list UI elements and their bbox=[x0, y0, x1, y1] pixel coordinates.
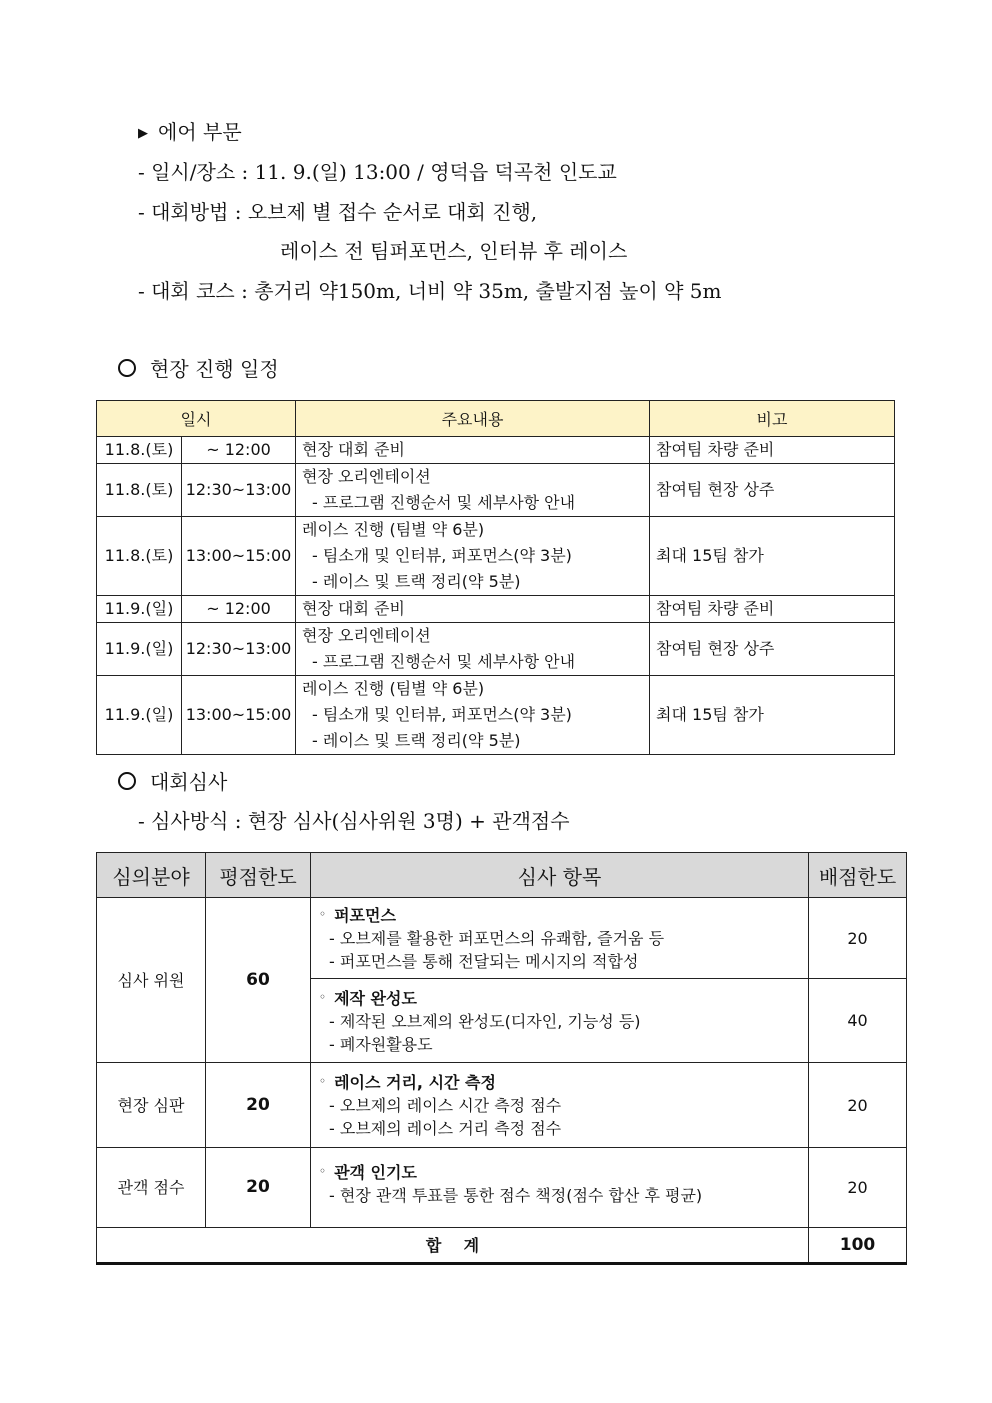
cell-time: ~ 12:00 bbox=[182, 596, 296, 623]
scoring-header-row bbox=[97, 853, 907, 898]
table-row bbox=[97, 1063, 907, 1148]
cell-points: 20 bbox=[809, 1063, 907, 1148]
col-header-field: 심의분야 bbox=[97, 853, 206, 898]
col-header-note: 비고 bbox=[650, 401, 895, 437]
cell-date: 11.9.(일) bbox=[97, 596, 182, 623]
col-header-datetime: 일시 bbox=[97, 401, 296, 437]
cell-time: 13:00~15:00 bbox=[182, 517, 296, 596]
schedule-header-row bbox=[97, 401, 895, 437]
cell-points: 20 bbox=[809, 1148, 907, 1228]
content-line: 현장 대회 준비 bbox=[302, 440, 405, 459]
cell-field: 관객 점수 bbox=[97, 1148, 206, 1228]
section-air-title bbox=[138, 120, 242, 146]
cell-points: 20 bbox=[809, 898, 907, 979]
table-row bbox=[97, 623, 895, 676]
cell-content bbox=[296, 623, 650, 676]
item-line: - 퍼포먼스를 통해 전달되는 메시지의 적합성 bbox=[329, 952, 639, 971]
schedule-heading-text: 현장 진행 일정 bbox=[150, 357, 279, 381]
triangle-bullet-icon: ▶ bbox=[138, 126, 148, 141]
cell-note: 최대 15팀 참가 bbox=[650, 517, 895, 596]
cell-items bbox=[311, 1063, 809, 1148]
col-header-points: 배점한도 bbox=[809, 853, 907, 898]
small-circle-bullet-icon: ◦ bbox=[319, 989, 327, 1004]
cell-date: 11.8.(토) bbox=[97, 517, 182, 596]
small-circle-bullet-icon: ◦ bbox=[319, 907, 327, 921]
item-title-text: 퍼포먼스 bbox=[334, 906, 396, 925]
cell-items bbox=[311, 1148, 809, 1228]
table-row bbox=[97, 676, 895, 755]
cell-note: 참여팀 현장 상주 bbox=[650, 623, 895, 676]
schedule-heading bbox=[118, 357, 279, 381]
table-row bbox=[97, 898, 907, 979]
item-title-text: 제작 완성도 bbox=[334, 988, 417, 1008]
cell-limit: 20 bbox=[206, 1063, 311, 1148]
content-subline: - 레이스 및 트랙 정리(약 5분) bbox=[312, 731, 521, 750]
table-row bbox=[97, 464, 895, 517]
item-title bbox=[319, 1070, 802, 1094]
content-line: 현장 대회 준비 bbox=[302, 599, 405, 618]
item-title bbox=[319, 1160, 802, 1184]
air-info-course: - 대회 코스 : 총거리 약150m, 너비 약 35m, 출발지점 높이 약 5m bbox=[138, 279, 722, 303]
cell-time: 12:30~13:00 bbox=[182, 623, 296, 676]
item-line: - 제작된 오브제의 완성도(디자인, 기능성 등) bbox=[329, 1011, 641, 1031]
cell-content bbox=[296, 437, 650, 464]
content-subline: - 프로그램 진행순서 및 세부사항 안내 bbox=[312, 652, 576, 671]
small-circle-bullet-icon: ◦ bbox=[319, 1074, 327, 1088]
cell-note: 최대 15팀 참가 bbox=[650, 676, 895, 755]
cell-limit: 20 bbox=[206, 1148, 311, 1228]
content-subline: - 팀소개 및 인터뷰, 퍼포먼스(약 3분) bbox=[312, 705, 572, 724]
cell-note: 참여팀 현장 상주 bbox=[650, 464, 895, 517]
cell-note: 참여팀 차량 준비 bbox=[650, 437, 895, 464]
cell-field: 심사 위원 bbox=[97, 898, 206, 1063]
table-row bbox=[97, 437, 895, 464]
cell-time: 13:00~15:00 bbox=[182, 676, 296, 755]
cell-date: 11.8.(토) bbox=[97, 464, 182, 517]
circle-bullet-icon bbox=[118, 772, 136, 790]
item-line: - 현장 관객 투표를 통한 점수 책정(점수 합산 후 평균) bbox=[329, 1186, 703, 1205]
col-header-content: 주요내용 bbox=[296, 401, 650, 437]
table-row bbox=[97, 1148, 907, 1228]
cell-items bbox=[311, 898, 809, 979]
judging-heading-text: 대회심사 bbox=[150, 770, 228, 794]
table-row bbox=[97, 517, 895, 596]
cell-date: 11.8.(토) bbox=[97, 437, 182, 464]
cell-items bbox=[311, 979, 809, 1063]
cell-content bbox=[296, 676, 650, 755]
judging-heading bbox=[118, 770, 227, 794]
cell-note: 참여팀 차량 준비 bbox=[650, 596, 895, 623]
air-info-datetime: - 일시/장소 : 11. 9.(일) 13:00 / 영덕읍 덕곡천 인도교 bbox=[138, 160, 617, 184]
item-title bbox=[319, 903, 802, 927]
content-subline: - 레이스 및 트랙 정리(약 5분) bbox=[312, 572, 521, 591]
cell-time: ~ 12:00 bbox=[182, 437, 296, 464]
total-value: 100 bbox=[809, 1228, 907, 1264]
col-header-items: 심사 항목 bbox=[311, 853, 809, 898]
item-line: - 오브제를 활용한 퍼포먼스의 유쾌함, 즐거움 등 bbox=[329, 929, 665, 948]
item-title-text: 레이스 거리, 시간 측정 bbox=[334, 1073, 496, 1092]
item-line: - 오브제의 레이스 거리 측정 점수 bbox=[329, 1119, 562, 1138]
cell-content bbox=[296, 517, 650, 596]
content-subline: - 팀소개 및 인터뷰, 퍼포먼스(약 3분) bbox=[312, 546, 572, 565]
total-label: 합 계 bbox=[97, 1228, 809, 1264]
section-air-title-text: 에어 부문 bbox=[158, 120, 242, 144]
judging-method: - 심사방식 : 현장 심사(심사위원 3명) + 관객점수 bbox=[138, 809, 570, 833]
content-subline: - 프로그램 진행순서 및 세부사항 안내 bbox=[312, 493, 576, 512]
total-row bbox=[97, 1228, 907, 1264]
scoring-table bbox=[96, 852, 907, 1265]
schedule-table bbox=[96, 400, 895, 755]
content-line: 레이스 진행 (팀별 약 6분) bbox=[302, 679, 485, 698]
content-line: 현장 오리엔테이션 bbox=[302, 467, 431, 486]
cell-points: 40 bbox=[809, 979, 907, 1063]
cell-content bbox=[296, 596, 650, 623]
air-info-method-cont: 레이스 전 팀퍼포먼스, 인터뷰 후 레이스 bbox=[280, 239, 628, 263]
cell-time: 12:30~13:00 bbox=[182, 464, 296, 517]
content-line: 현장 오리엔테이션 bbox=[302, 626, 431, 645]
item-title-text: 관객 인기도 bbox=[334, 1163, 417, 1182]
item-line: - 오브제의 레이스 시간 측정 점수 bbox=[329, 1096, 562, 1115]
air-info-method: - 대회방법 : 오브제 별 접수 순서로 대회 진행, bbox=[138, 200, 538, 224]
cell-date: 11.9.(일) bbox=[97, 623, 182, 676]
table-row bbox=[97, 596, 895, 623]
item-title bbox=[319, 986, 802, 1010]
content-line: 레이스 진행 (팀별 약 6분) bbox=[302, 520, 485, 539]
cell-content bbox=[296, 464, 650, 517]
col-header-limit: 평점한도 bbox=[206, 853, 311, 898]
cell-date: 11.9.(일) bbox=[97, 676, 182, 755]
circle-bullet-icon bbox=[118, 359, 136, 377]
cell-field: 현장 심판 bbox=[97, 1063, 206, 1148]
item-line: - 폐자원활용도 bbox=[329, 1034, 433, 1054]
small-circle-bullet-icon: ◦ bbox=[319, 1164, 327, 1178]
cell-limit: 60 bbox=[206, 898, 311, 1063]
